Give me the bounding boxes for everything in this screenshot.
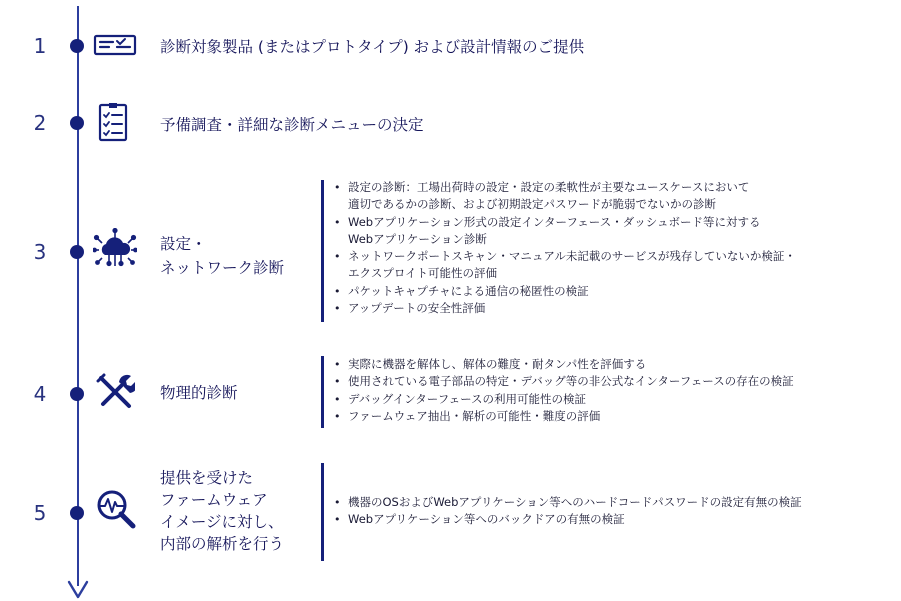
step-number: 1: [33, 34, 47, 58]
timeline-dot: [70, 39, 84, 53]
step-number: 3: [33, 240, 47, 264]
timeline-dot: [70, 116, 84, 130]
timeline-line: [77, 6, 79, 586]
timeline-dot: [70, 245, 84, 259]
timeline-arrow-icon: [66, 578, 90, 600]
list-item: • ファームウェア抽出・解析の可能性・難度の評価: [333, 408, 794, 425]
step-title: 物理的診断: [160, 384, 238, 402]
list-item: • 使用されている電子部品の特定・デバッグ等の非公式なインターフェースの存在の検証: [333, 373, 794, 390]
list-item: • アップデートの安全性評価: [333, 300, 796, 317]
detail-list: [333, 356, 794, 425]
list-item: • 設定の診断：工場出荷時の設定・設定の柔軟性が主要なユースケースにおいて 適切であるかの診断、および初期設定パスワードが脆弱でないかの診断: [333, 179, 796, 214]
detail-list: [333, 179, 796, 317]
step-title: 診断対象製品 (またはプロトタイプ) および設計情報のご提供: [160, 38, 585, 56]
checklist-icon: [97, 101, 129, 143]
analysis-magnifier-icon: [95, 488, 137, 530]
detail-bar: [321, 463, 324, 561]
list-item: • 実際に機器を解体し、解体の難度・耐タンパ性を評価する: [333, 356, 794, 373]
list-item: • パケットキャプチャによる通信の秘匿性の検証: [333, 283, 796, 300]
list-item: • 機器のOSおよびWebアプリケーション等へのハードコードパスワードの設定有無の検証: [333, 494, 802, 511]
detail-list: [333, 494, 802, 529]
step-number: 5: [33, 501, 47, 525]
step-title: 設定・ ネットワーク診断: [160, 235, 285, 277]
step-title: 予備調査・詳細な診断メニューの決定: [160, 116, 424, 134]
cloud-network-icon: [93, 228, 137, 268]
product-info-icon: [93, 27, 137, 63]
step-number: 4: [33, 382, 47, 406]
detail-bar: [321, 356, 324, 428]
list-item: • デバッグインターフェースの利用可能性の検証: [333, 391, 794, 408]
tools-icon: [95, 372, 135, 412]
list-item: • ネットワークポートスキャン・マニュアル未記載のサービスが残存していないか検証・ エクスプロイト可能性の評価: [333, 248, 796, 283]
detail-bar: [321, 180, 324, 322]
list-item: • Webアプリケーション等へのバックドアの有無の検証: [333, 511, 802, 528]
list-item: • Webアプリケーション形式の設定インターフェース・ダッシュボード等に対する Webアプリケーション診断: [333, 214, 796, 249]
step-title: 提供を受けた ファームウェア イメージに対し、 内部の解析を行う: [160, 469, 285, 553]
step-number: 2: [33, 111, 47, 135]
timeline-dot: [70, 506, 84, 520]
timeline-dot: [70, 387, 84, 401]
